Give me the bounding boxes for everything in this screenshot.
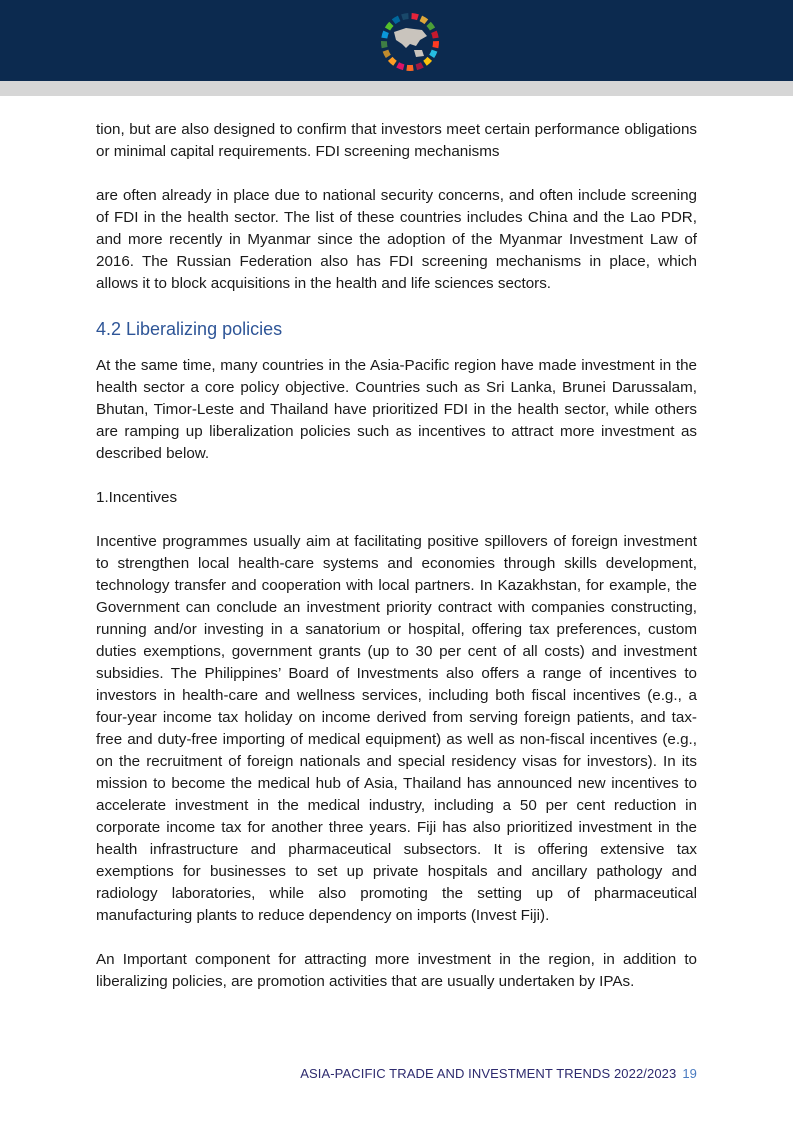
asia-pacific-sdg-ring-logo-icon	[378, 10, 442, 74]
header-band	[0, 81, 793, 96]
logo-ring-segment	[402, 16, 408, 17]
logo-ring-segment	[387, 24, 391, 29]
logo-ring-segment	[421, 18, 427, 21]
logo-ring-segment	[432, 51, 435, 57]
logo-ring-segment	[435, 41, 436, 47]
document-body	[96, 119, 697, 993]
logo-ring-segment	[385, 51, 388, 57]
paragraph: At the same time, many countries in the Asia-Pacific region have made investment in the health sector a core policy objective. Countries such as Sri Lanka, Brunei Darussalam, Bhutan, Timor-Leste and Thailand have prioritized FDI in the health sector, while others are ramping up liberalization policies such as incentives to attract more investment as described below.	[96, 357, 697, 462]
page-footer	[300, 1066, 697, 1081]
logo-ring-segment	[425, 59, 430, 63]
paragraph: Incentive programmes usually aim at facilitating positive spillovers of foreign investment to strengthen local health-care systems and economies through skills development, technology transfer and cooperation with local partners. In Kazakhstan, for example, the Government can conclude an investment priority contract with companies constructing, running and/or investing in a sanatorium or hospital, offering tax preferences, custom duties exemptions, government grants (up to 30 per cent of all costs) and investment subsidies. The Philippines’ Board of Investments also offers a range of incentives to investors in health-care and wellness services, including both fiscal incentives (e.g., a four-year income tax holiday on income derived from serving foreign patients, and tax-free and duty-free importing of medical equipment) as well as non-fiscal incentives (e.g., on the recruitment of foreign nationals and special residency visas for investors). In its mission to become the medical hub of Asia, Thailand has announced new incentives to accelerate investment in the medical industry, including a 50 per cent reduction in corporate income tax for another three years. Fiji has also prioritized investment in the health infrastructure and pharmaceutical subsectors. It is offering extensive tax exemptions for businesses to set up private hospitals and ancillary pathology and radiology laboratories, while also promoting the setting up of pharmaceutical manufacturing plants to reduce dependency on imports (Invest Fiji).	[96, 533, 697, 924]
page-number: 19	[682, 1066, 697, 1081]
logo-ring-segment	[390, 59, 395, 63]
footer-title: ASIA-PACIFIC TRADE AND INVESTMENT TRENDS 2022/2023	[300, 1066, 677, 1081]
logo-ring-segment	[434, 32, 436, 38]
logo-ring-segment	[384, 32, 386, 38]
logo-ring-segment	[384, 41, 385, 47]
logo-ring-segment	[398, 65, 404, 67]
paragraph: An Important component for attracting more investment in the region, in addition to liberalizing policies, are promotion activities that are usually undertaken by IPAs.	[96, 951, 697, 990]
logo-ring-segment	[429, 24, 433, 29]
logo-ring-segment	[412, 16, 418, 17]
paragraph: are often already in place due to national security concerns, and often include screening of FDI in the health sector. The list of these countries includes China and the Lao PDR, and more recently in Myanmar since the adoption of the Myanmar Investment Law of 2016. The Russian Federation also has FDI screening mechanisms in place, which allows it to block acquisitions in the health and life sciences sectors.	[96, 187, 697, 292]
logo-ring-segment	[394, 18, 400, 21]
page-header	[0, 0, 793, 81]
subheading: 1.Incentives	[96, 489, 178, 506]
paragraph: tion, but are also designed to confirm that investors meet certain performance obligations or minimal capital requirements. FDI screening mechanisms	[96, 121, 697, 160]
logo-ring-segment	[416, 65, 422, 67]
world-map-shape	[394, 28, 427, 57]
section-heading: 4.2 Liberalizing policies	[96, 319, 283, 339]
